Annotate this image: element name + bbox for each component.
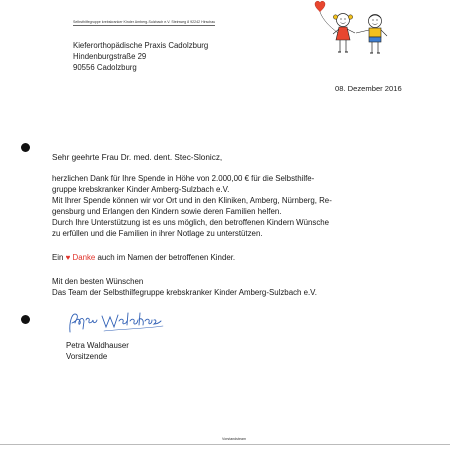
signer-role: Vorsitzende — [66, 352, 108, 362]
body-line: Durch Ihre Unterstützung ist es uns möglich, den betroffenen Kindern Wünsche — [52, 218, 330, 228]
recipient-address — [73, 40, 208, 73]
closing-line-2: Das Team der Selbsthilfegruppe krebskranker Kinder Amberg-Sulzbach e.V. — [52, 288, 317, 298]
thanks-line — [52, 253, 235, 262]
salutation: Sehr geehrte Frau Dr. med. dent. Stec-Slonicz, — [52, 153, 223, 162]
heart-icon: ♥ — [65, 253, 71, 262]
recipient-line-1: Kieferorthopädische Praxis Cadolzburg — [73, 41, 209, 50]
punch-hole-top — [21, 143, 30, 152]
body-line: Mit Ihrer Spende können wir vor Ort und in den Kliniken, Amberg, Nürnberg, Re- — [52, 196, 332, 206]
signer — [66, 340, 129, 362]
signer-name: Petra Waldhauser — [66, 341, 129, 350]
footer-label: Vorstandsteam — [222, 437, 246, 441]
recipient-line-2: Hindenburgstraße 29 — [73, 52, 147, 61]
body-line: gruppe krebskranker Kinder Amberg-Sulzbach e.V. — [52, 185, 230, 195]
punch-hole-bottom — [21, 315, 30, 324]
closing-line-1: Mit den besten Wünschen — [52, 277, 144, 286]
body-line: zu erfüllen und die Familien in ihrer Notlage zu unterstützen. — [52, 229, 263, 239]
closing — [52, 276, 317, 298]
body-line: gensburg und Erlangen den Kindern sowie deren Familien helfen. — [52, 207, 282, 217]
letter-date: 08. Dezember 2016 — [335, 84, 402, 93]
sender-return-address: Selbsthilfegruppe krebskranker Kinder Amberg-Sulzbach e.V. Steinweg 8 92242 Hirschau — [73, 20, 216, 24]
footer-divider — [0, 444, 450, 445]
thanks-prefix: Ein — [52, 253, 64, 262]
thanks-suffix: auch im Namen der betroffenen Kinder. — [97, 253, 236, 262]
letter-body — [52, 173, 332, 240]
body-line: herzlichen Dank für Ihre Spende in Höhe von 2.000,00 € für die Selbsthilfe- — [52, 174, 315, 183]
handwritten-signature — [66, 308, 166, 338]
thanks-highlight: Danke — [72, 253, 96, 262]
recipient-line-3: 90556 Cadolzburg — [73, 63, 137, 72]
children-with-heart-balloon-icon — [303, 0, 403, 60]
